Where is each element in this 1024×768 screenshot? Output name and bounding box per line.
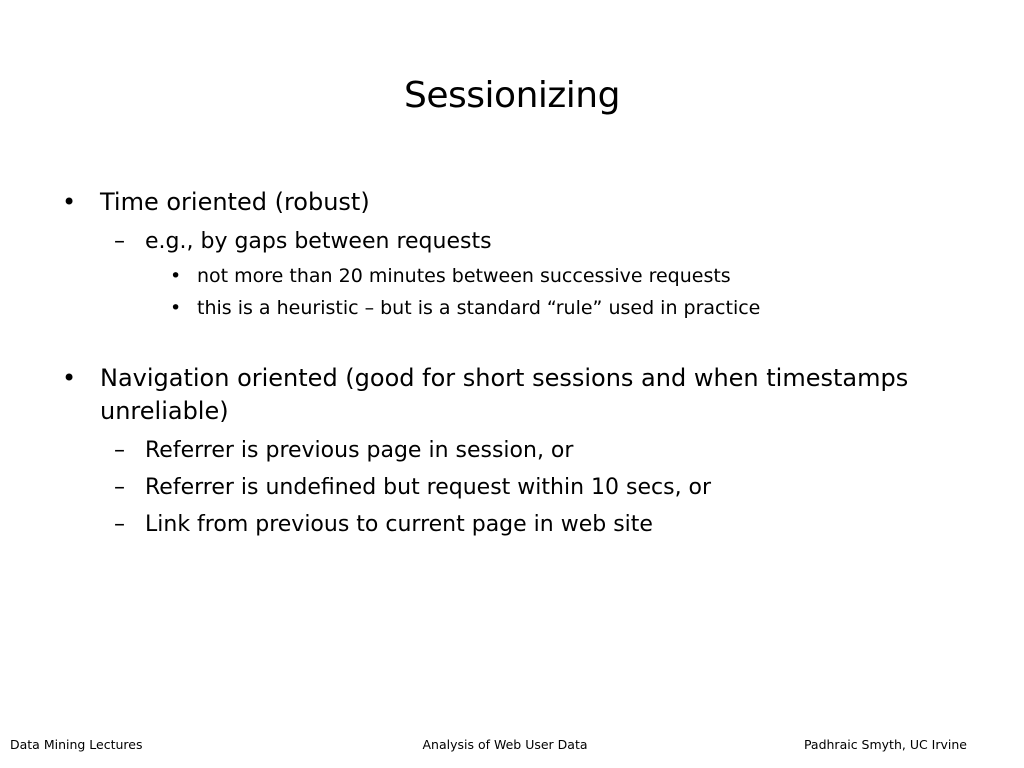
dash-marker: –	[114, 512, 125, 537]
footer-center: Analysis of Web User Data	[422, 737, 588, 752]
slide-title: Sessionizing	[404, 75, 620, 116]
bullet-marker: •	[170, 297, 182, 319]
bullet-marker: •	[62, 188, 77, 216]
dash-marker: –	[114, 229, 125, 254]
sub-sub-bullet-text: this is a heuristic – but is a standard “rule” used in practice	[197, 297, 761, 319]
sub-bullet-text: e.g., by gaps between requests	[145, 229, 492, 254]
bullet-marker: •	[62, 364, 77, 392]
sub-bullet-text: Referrer is undefined but request within 10 secs, or	[145, 475, 712, 500]
dash-marker: –	[114, 438, 125, 463]
dash-marker: –	[114, 475, 125, 500]
bullet-navigation-oriented	[62, 362, 982, 428]
bullet-text-line-2: unreliable)	[100, 397, 229, 425]
sub-bullet-text: Link from previous to current page in web site	[145, 512, 653, 537]
bullet-text-line-1: Navigation oriented (good for short sessions and when timestamps	[100, 364, 909, 392]
bullet-marker: •	[170, 265, 182, 287]
sub-sub-bullet-text: not more than 20 minutes between successive requests	[197, 265, 731, 287]
sub-bullet-text: Referrer is previous page in session, or	[145, 438, 574, 463]
footer-right: Padhraic Smyth, UC Irvine	[803, 737, 967, 752]
footer-left: Data Mining Lectures	[10, 737, 143, 752]
bullet-text: Time oriented (robust)	[100, 188, 370, 216]
